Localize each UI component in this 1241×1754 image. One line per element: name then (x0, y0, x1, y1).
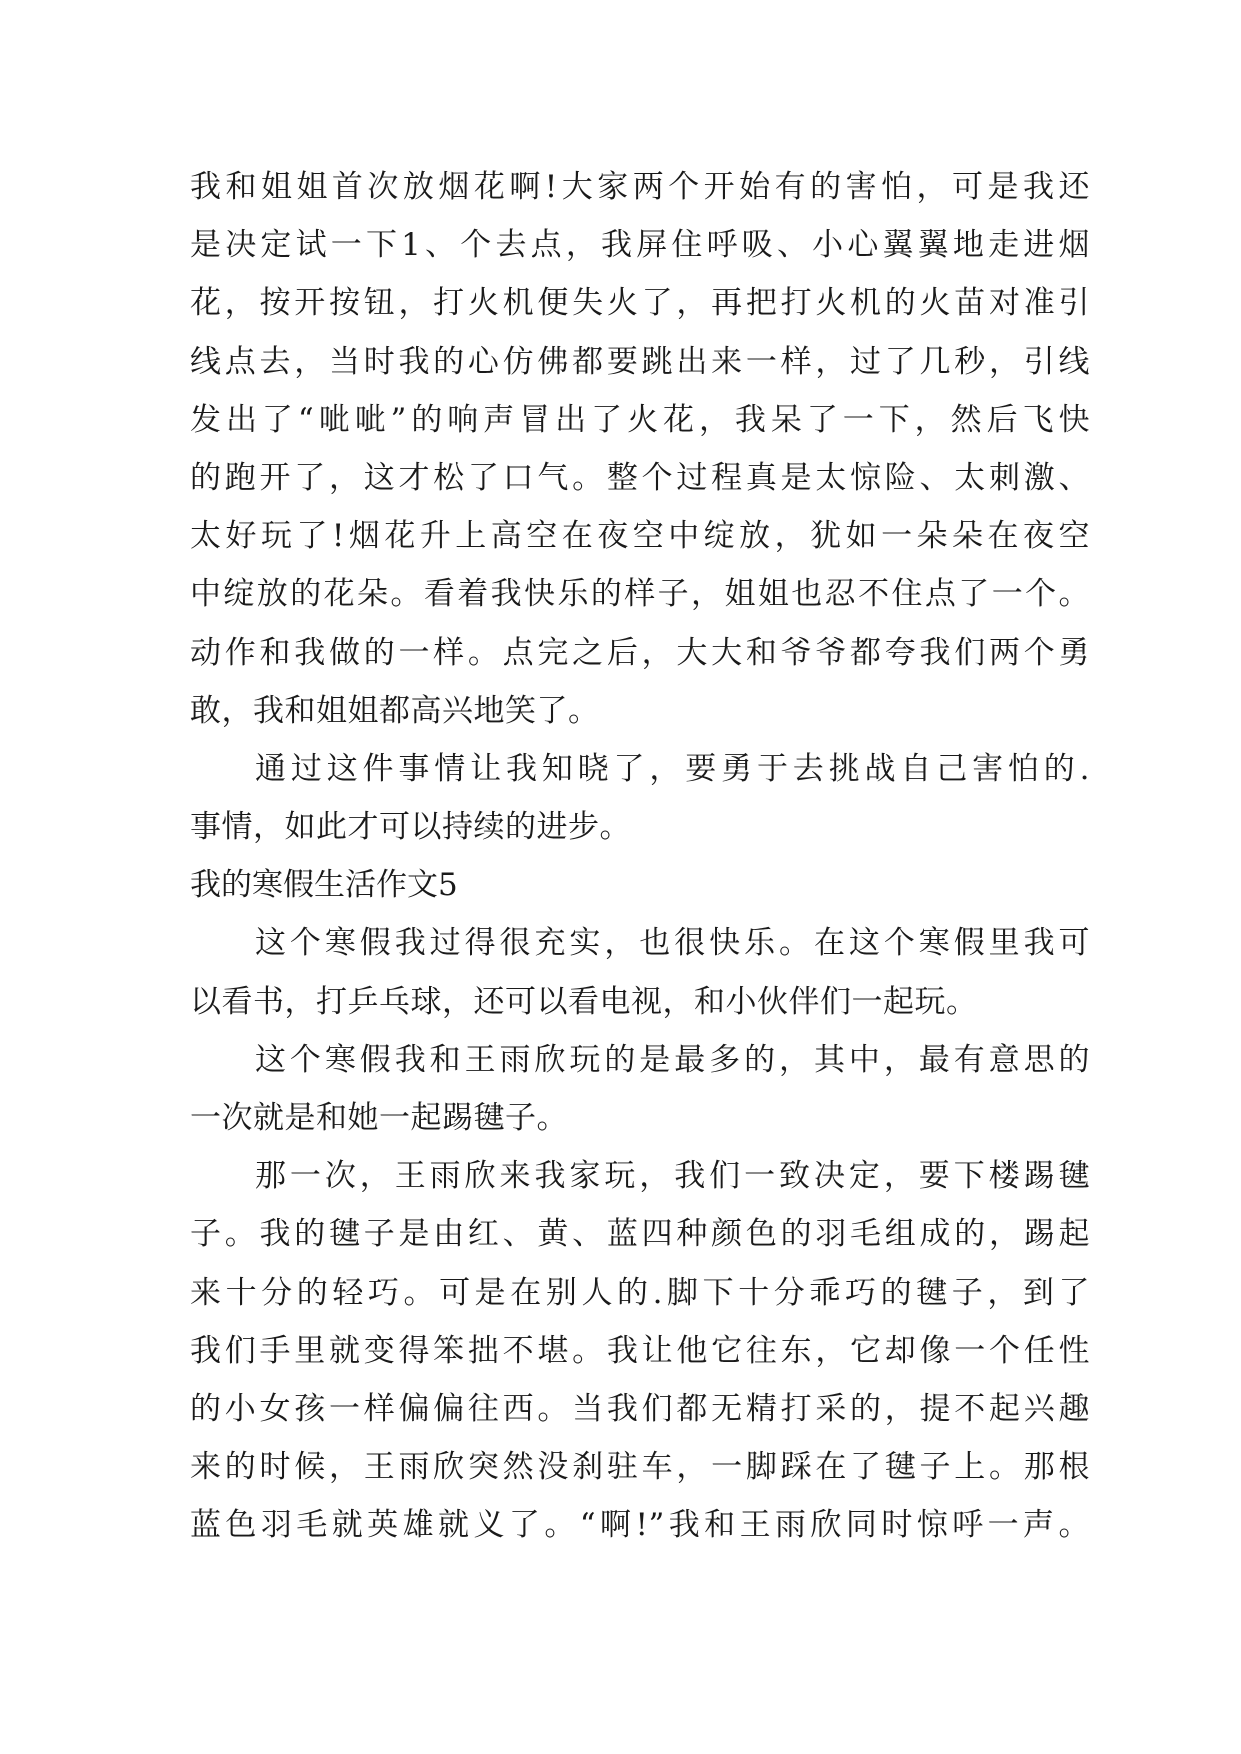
text-line: 事情，如此才可以持续的进步。 (190, 809, 631, 846)
text-line: 以看书，打乒乓球，还可以看电视，和小伙伴们一起玩。 (190, 983, 978, 1020)
text-line: 蓝色羽毛就英雄就义了。“啊!”我和王雨欣同时惊呼一声。 (190, 1507, 1090, 1544)
text-line: 一次就是和她一起踢毽子。 (190, 1100, 568, 1136)
text-line: 中绽放的花朵。看着我快乐的样子，姐姐也忍不住点了一个。 (190, 576, 1090, 613)
body-text (190, 158, 1090, 1555)
text-line: 的跑开了，这才松了口气。整个过程真是太惊险、太刺激、 (190, 459, 1090, 496)
text-line: 动作和我做的一样。点完之后，大大和爷爷都夸我们两个勇 (190, 634, 1090, 671)
text-line: 我们手里就变得笨拙不堪。我让他它往东，它却像一个任性 (190, 1332, 1090, 1369)
text-line: 线点去，当时我的心仿佛都要跳出来一样，过了几秒，引线 (190, 343, 1090, 380)
text-line: 通过这件事情让我知晓了，要勇于去挑战自己害怕的. (255, 750, 1090, 787)
text-line: 太好玩了!烟花升上高空在夜空中绽放，犹如一朵朵在夜空 (190, 518, 1090, 555)
text-line: 我和姐姐首次放烟花啊!大家两个开始有的害怕，可是我还 (190, 169, 1090, 205)
text-line: 花，按开按钮，打火机便失火了，再把打火机的火苗对准引 (190, 285, 1090, 322)
text-line: 的小女孩一样偏偏往西。当我们都无精打采的，提不起兴趣 (190, 1390, 1090, 1427)
text-line: 来十分的轻巧。可是在别人的.脚下十分乖巧的毽子，到了 (190, 1274, 1090, 1311)
text-line: 这个寒假我和王雨欣玩的是最多的，其中，最有意思的 (255, 1041, 1090, 1078)
text-line: 发出了“呲呲”的响声冒出了火花，我呆了一下，然后飞快 (190, 401, 1090, 438)
text-line: 来的时候，王雨欣突然没刹驻车，一脚踩在了毽子上。那根 (190, 1449, 1090, 1486)
text-line: 那一次，王雨欣来我家玩，我们一致决定，要下楼踢毽 (255, 1158, 1090, 1195)
text-line: 敢，我和姐姐都高兴地笑了。 (190, 692, 600, 729)
text-line: 是决定试一下1、个去点，我屏住呼吸、小心翼翼地走进烟 (190, 227, 1090, 264)
text-line: 这个寒假我过得很充实，也很快乐。在这个寒假里我可 (255, 925, 1090, 962)
section-heading: 我的寒假生活作文5 (190, 867, 458, 904)
text-line: 子。我的毽子是由红、黄、蓝四种颜色的羽毛组成的，踢起 (190, 1216, 1090, 1253)
